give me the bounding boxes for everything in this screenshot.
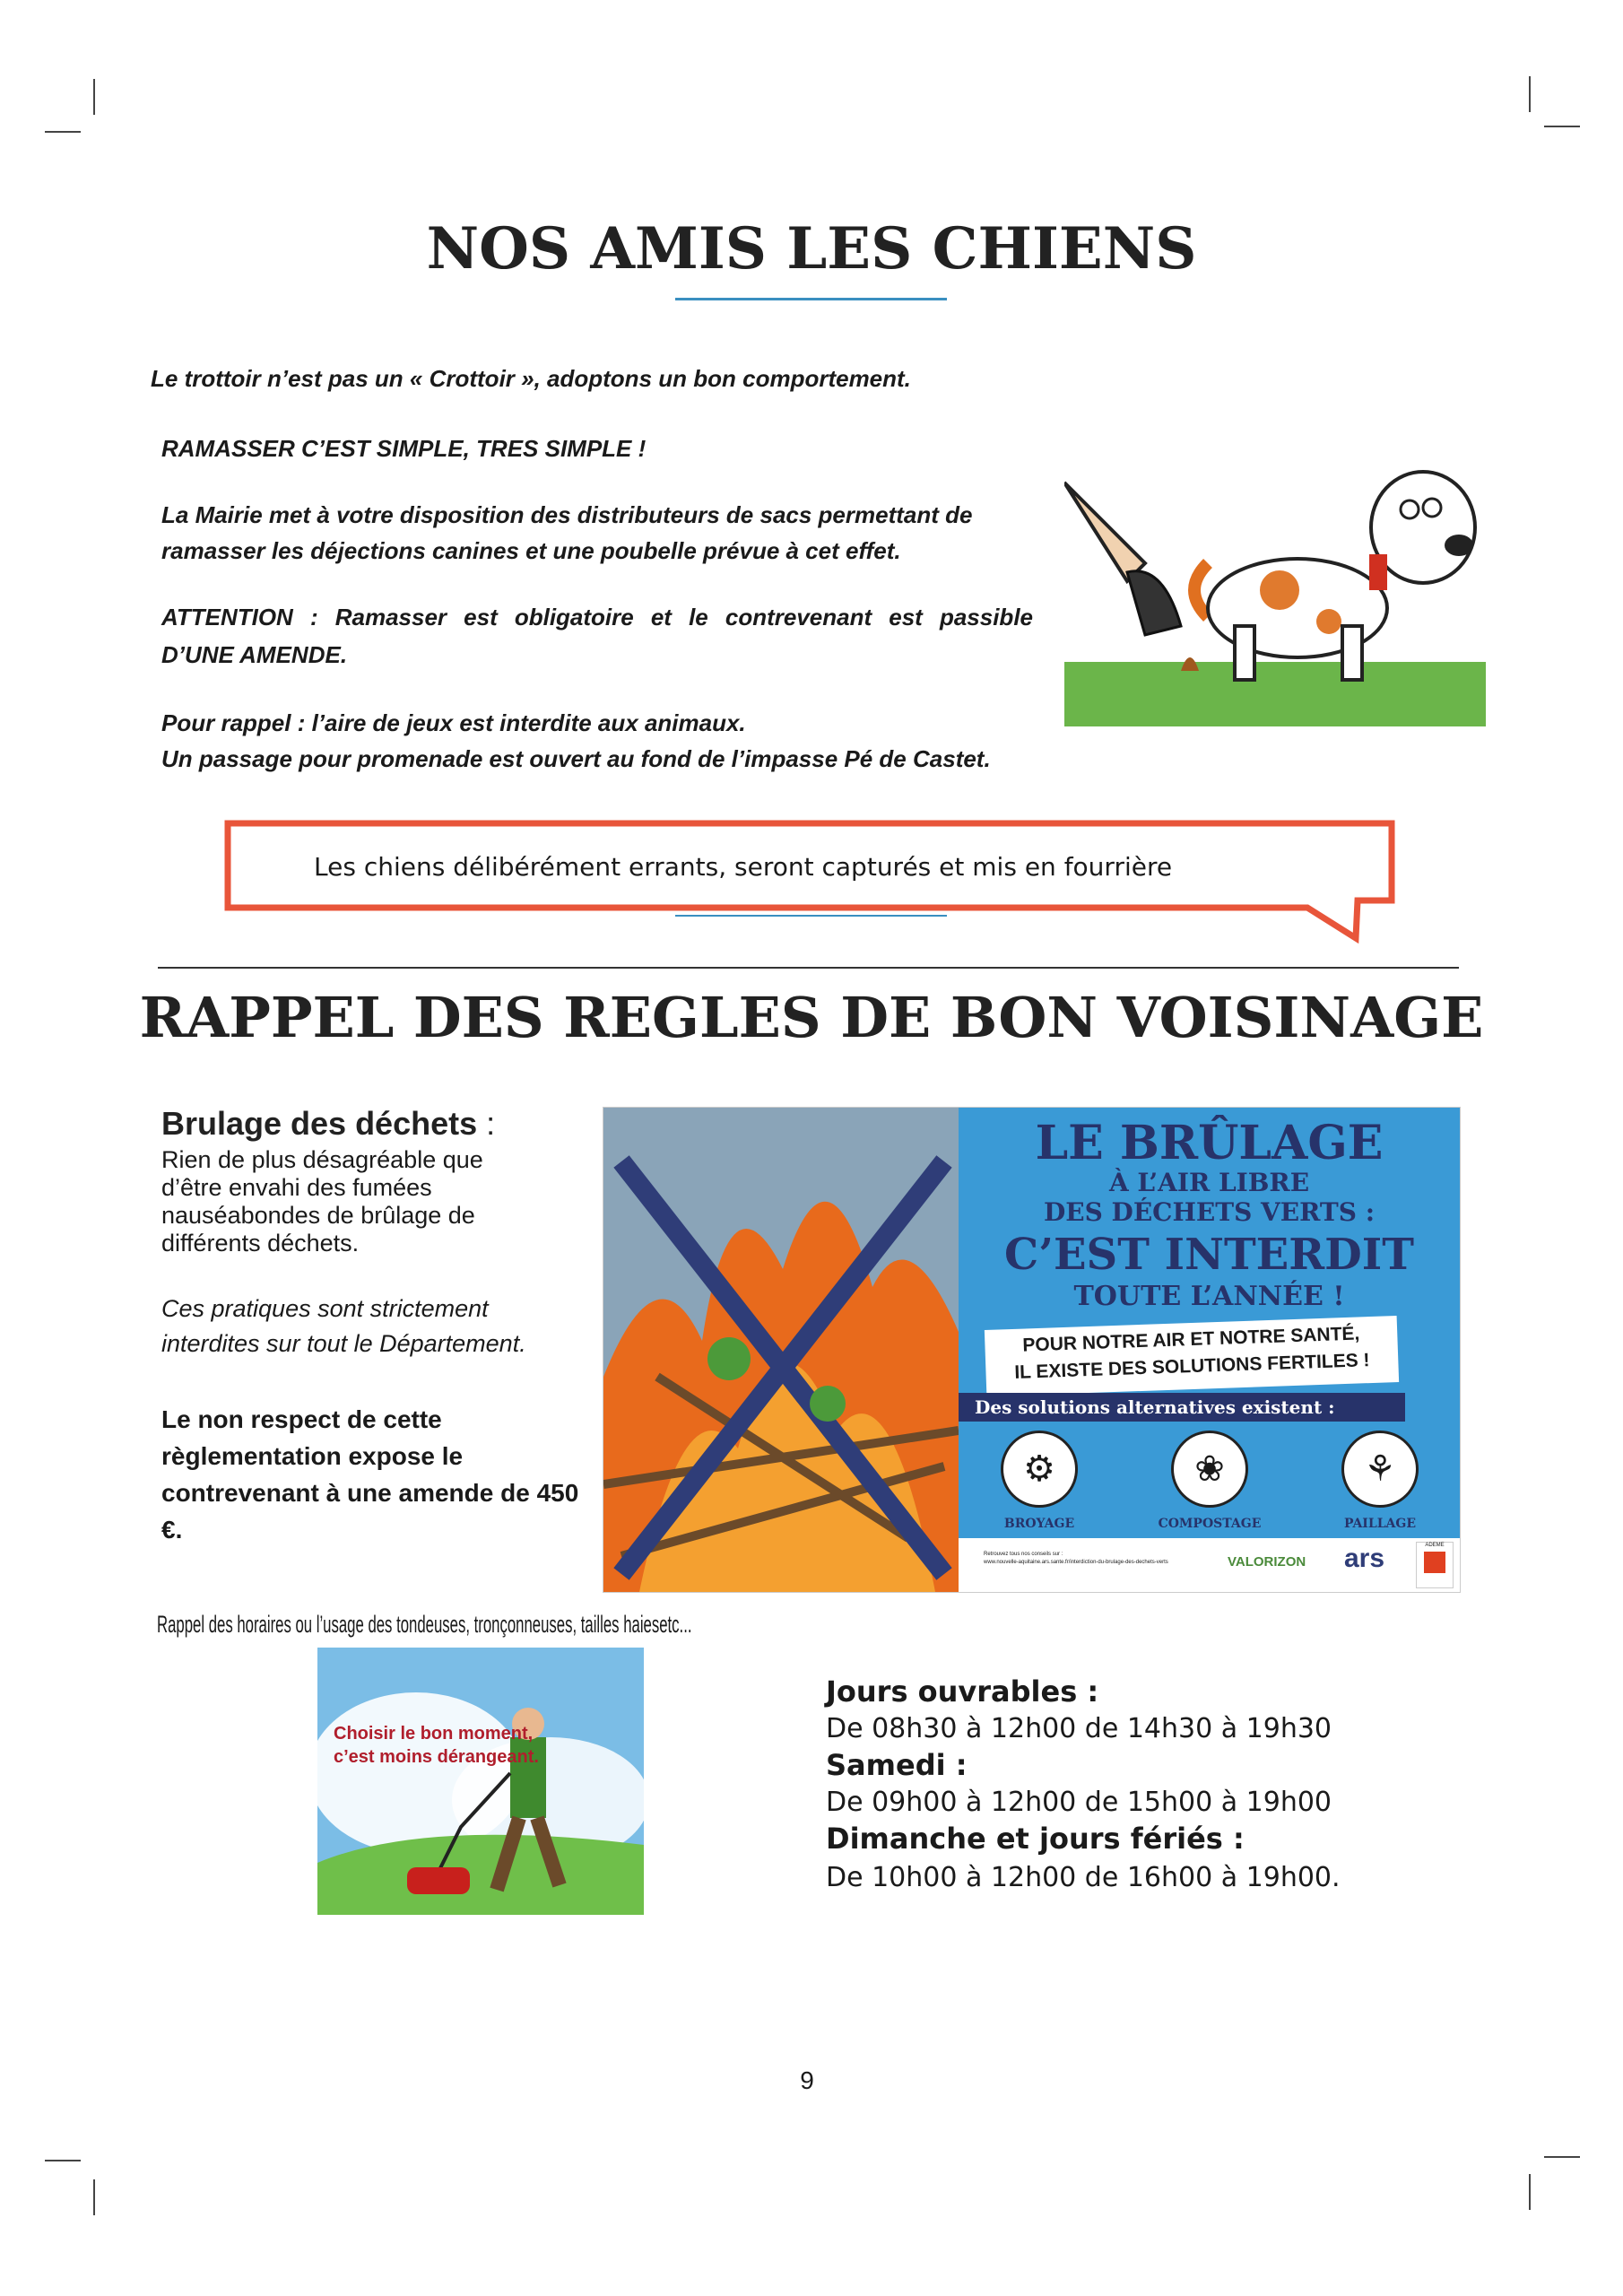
tools-line: Rappel des horaires ou l’usage des tondeuses, tronçonneuses, tailles haiesetc...	[157, 1611, 692, 1638]
callout-underline	[675, 915, 947, 917]
shredder-icon: ⚙	[1001, 1431, 1078, 1508]
brulage-heading: Brulage des déchets :	[161, 1105, 496, 1142]
solution-compostage: ❀ COMPOSTAGE	[1147, 1431, 1272, 1531]
solutions-row	[976, 1431, 1443, 1531]
hours-item: Samedi : De 09h00 à 12h00 de 15h00 à 19h00	[826, 1748, 1332, 1818]
dog-illustration	[1064, 465, 1486, 726]
crop-mark	[93, 2179, 95, 2215]
section-title-neighbours: RAPPEL DES REGLES DE BON VOISINAGE	[139, 985, 1484, 1050]
poster-footer	[959, 1538, 1460, 1592]
brulage-italic: Ces pratiques sont strictement interdites sur tout le Département.	[161, 1295, 526, 1357]
ars-logo: ars	[1344, 1544, 1385, 1573]
mower-illustration	[317, 1648, 644, 1915]
crop-mark	[1544, 126, 1580, 127]
poster-line: C’EST INTERDIT	[1004, 1230, 1414, 1280]
compost-bag-icon: ❀	[1171, 1431, 1248, 1508]
poster-line: DES DÉCHETS VERTS :	[1043, 1197, 1376, 1227]
poster-alt-banner: Des solutions alternatives existent :	[959, 1393, 1405, 1422]
poster-line: LE BRÛLAGE	[1035, 1116, 1384, 1170]
mower-caption: Choisir le bon moment, c’est moins dérangeant.	[334, 1724, 539, 1767]
callout-text: Les chiens délibérément errants, seront capturés et mis en fourrière	[314, 852, 1173, 882]
solution-broyage: ⚙ BROYAGE	[976, 1431, 1102, 1531]
poster-line: TOUTE L’ANNÉE !	[1073, 1281, 1345, 1312]
poster-panel	[959, 1108, 1460, 1538]
crop-mark	[1529, 76, 1531, 112]
brulage-fine: Le non respect de cette règlementation expose le contrevenant à une amende de 450 €.	[161, 1405, 579, 1544]
brulage-text: Rien de plus désagréable que d’être envahi des fumées nauséabondes de brûlage de différents déchets.	[161, 1146, 483, 1257]
attention-text-1: ATTENTION : Ramasser est obligatoire et le contrevenant est passible	[161, 604, 1033, 631]
valorizon-logo: VALORIZON	[1228, 1554, 1306, 1570]
crop-mark	[45, 131, 81, 133]
slogan-text: RAMASSER C’EST SIMPLE, TRES SIMPLE !	[161, 435, 647, 462]
hours-item: Dimanche et jours fériés : De 10h00 à 12h00 de 16h00 à 19h00.	[826, 1822, 1341, 1893]
title-underline	[675, 298, 947, 300]
rappel-text: Pour rappel : l’aire de jeux est interdite aux animaux. Un passage pour promenade est ouvert au fond de l’impasse Pé de Castet.	[161, 709, 991, 772]
section-title-dogs: NOS AMIS LES CHIENS	[426, 215, 1197, 283]
page-number: 9	[800, 2066, 814, 2094]
crop-mark	[1544, 2156, 1580, 2158]
poster-line: À L’AIR LIBRE	[1108, 1168, 1310, 1197]
attention-text-2: D’UNE AMENDE.	[161, 641, 348, 668]
plant-icon: ⚘	[1341, 1431, 1419, 1508]
poster-banner: POUR NOTRE AIR ET NOTRE SANTÉ, IL EXISTE DES SOLUTIONS FERTILES !	[985, 1316, 1399, 1396]
crop-mark	[45, 2160, 81, 2161]
hours-list	[826, 1674, 1341, 1896]
fire-illustration	[603, 1108, 959, 1592]
solution-paillage: ⚘ PAILLAGE	[1317, 1431, 1443, 1531]
crop-mark	[93, 79, 95, 115]
hours-item: Jours ouvrables : De 08h30 à 12h00 de 14h30 à 19h30	[826, 1674, 1332, 1744]
intro-text: Le trottoir n’est pas un « Crottoir », adoptons un bon comportement.	[151, 365, 911, 392]
ademe-logo: ADEME	[1416, 1542, 1454, 1588]
section-divider	[158, 967, 1459, 969]
poster-footer-text: Retrouvez tous nos conseils sur : www.nouvelle-aquitaine.ars.sante.fr/interdiction-du-brulage-des-dechets-verts	[984, 1552, 1168, 1565]
mairie-text: La Mairie met à votre disposition des distributeurs de sacs permettant de ramasser les déjections canines et une poubelle prévue à cet effet.	[161, 501, 973, 564]
brulage-poster	[603, 1107, 1461, 1593]
crop-mark	[1529, 2174, 1531, 2210]
